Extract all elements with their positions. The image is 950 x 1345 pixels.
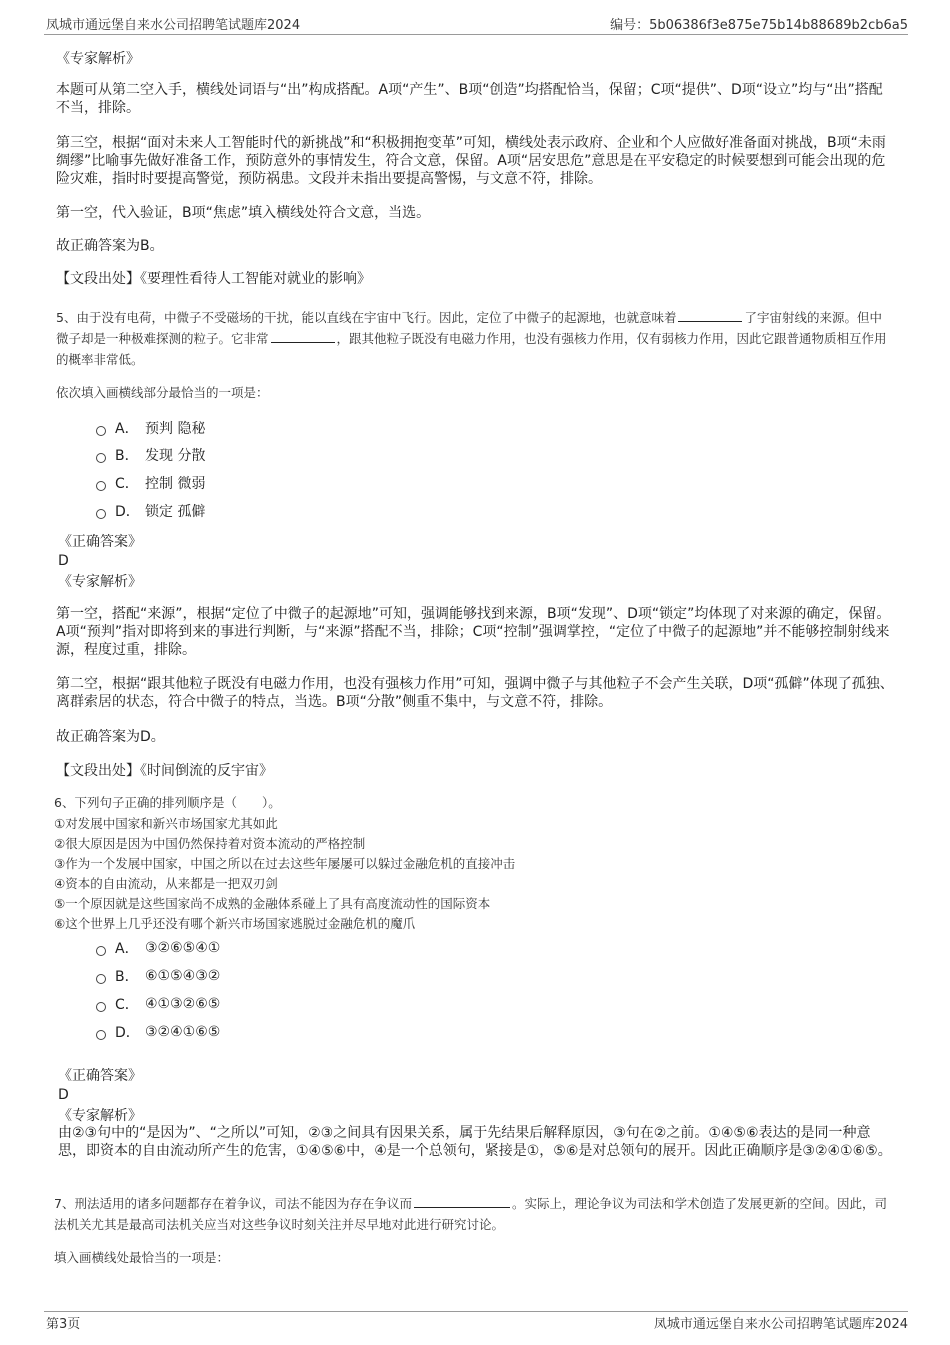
radio-icon[interactable] bbox=[96, 946, 106, 956]
q5-answer: D bbox=[58, 553, 69, 569]
radio-icon[interactable] bbox=[96, 509, 106, 519]
header-divider bbox=[44, 34, 908, 35]
radio-icon[interactable] bbox=[96, 453, 106, 463]
header-title: 凤城市通远堡自来水公司招聘笔试题库2024 bbox=[46, 18, 301, 33]
q6-expert-label: 《专家解析》 bbox=[58, 1108, 142, 1124]
fill-blank bbox=[271, 331, 335, 343]
q6-sentence-list bbox=[54, 814, 892, 934]
q6-sentence-2: ②很大原因是因为中国仍然保持着对资本流动的严格控制 bbox=[54, 836, 366, 851]
q6-sentence-3: ③作为一个发展中国家，中国之所以在过去这些年屡屡可以躲过金融危机的直接冲击 bbox=[54, 856, 516, 871]
q5-option-b[interactable]: B． 发现 分散 bbox=[96, 445, 205, 465]
question-5-prompt: 依次填入画横线部分最恰当的一项是： bbox=[56, 385, 269, 400]
q5-analysis-conclusion: 故正确答案为D。 bbox=[56, 729, 165, 745]
q6-answer: D bbox=[58, 1087, 69, 1103]
q5-analysis-paragraph-2: 第二空，根据“跟其他粒子既没有电磁力作用，也没有强核力作用”可知，强调中微子与其他粒子不会产生关联，D项“孤僻”体现了孤独、离群索居的状态，符合中微子的特点，当选。B项“分散”侧重不集中，与文意不符，排除。 bbox=[56, 676, 894, 710]
source-citation: 【文段出处】《要理性看待人工智能对就业的影响》 bbox=[56, 271, 371, 287]
radio-icon[interactable] bbox=[96, 1030, 106, 1040]
radio-icon[interactable] bbox=[96, 1002, 106, 1012]
q6-option-d[interactable]: D． ③②④①⑥⑤ bbox=[96, 1022, 220, 1042]
q5-option-d[interactable]: D． 锁定 孤僻 bbox=[96, 501, 205, 521]
q5-option-c[interactable]: C． 控制 微弱 bbox=[96, 473, 205, 493]
analysis-paragraph-2: 第三空，根据“面对未来人工智能时代的新挑战”和“积极拥抱变革”可知，横线处表示政府、企业和个人应做好准备面对挑战，B项“未雨绸缪”比喻事先做好准备工作，预防意外的事情发生，符合文意，保留。A项“居安思危”意思是在平安稳定的时候要想到可能会出现的危险灾难，指时时要提高警觉，预防祸患。文段并未指出要提高警惕，与文意不符，排除。 bbox=[56, 135, 886, 187]
fill-blank bbox=[414, 1196, 510, 1208]
q5-source-citation: 【文段出处】《时间倒流的反宇宙》 bbox=[56, 763, 273, 779]
question-7-prompt: 填入画横线处最恰当的一项是： bbox=[54, 1250, 230, 1265]
q6-sentence-1: ①对发展中国家和新兴市场国家尤其如此 bbox=[54, 816, 278, 831]
q5-expert-label: 《专家解析》 bbox=[58, 574, 142, 590]
document-number: 编号：5b06386f3e875e75b14b88689b2cb6a5 bbox=[610, 18, 908, 33]
q6-option-b[interactable]: B． ⑥①⑤④③② bbox=[96, 966, 220, 986]
q6-sentence-5: ⑤一个原因就是这些国家尚不成熟的金融体系碰上了具有高度流动性的国际资本 bbox=[54, 896, 491, 911]
question-5-stem: 5、由于没有电荷，中微子不受磁场的干扰，能以直线在宇宙中飞行。因此，定位了中微子的起源地，也就意味着 了宇宙射线的来源。但中微子却是一种极难探测的粒子。它非常 ，跟其他粒子既没有电磁力作用，也没有强核力作用，仅有弱核力作用，因此它跟普通物质相互作用的概率非常低。 bbox=[56, 310, 887, 367]
radio-icon[interactable] bbox=[96, 426, 106, 436]
expert-analysis-label: 《专家解析》 bbox=[56, 51, 140, 67]
q6-sentence-4: ④资本的自由流动，从来都是一把双刃剑 bbox=[54, 876, 278, 891]
q6-option-a[interactable]: A． ③②⑥⑤④① bbox=[96, 938, 220, 958]
q6-option-c[interactable]: C． ④①③②⑥⑤ bbox=[96, 994, 220, 1014]
radio-icon[interactable] bbox=[96, 974, 106, 984]
question-6-stem: 6、下列句子正确的排列顺序是（ ）。 bbox=[54, 795, 281, 810]
q5-option-a[interactable]: A． 预判 隐秘 bbox=[96, 418, 205, 438]
q5-analysis-paragraph-1: 第一空，搭配“来源”，根据“定位了中微子的起源地”可知，强调能够找到来源，B项“发现”、D项“锁定”均体现了对来源的确定，保留。A项“预判”指对即将到来的事进行判断，与“来源”搭配不当，排除；C项“控制”强调掌控，“定位了中微子的起源地”并不能够控制射线来源，程度过重，排除。 bbox=[56, 606, 891, 658]
q5-answer-label: 《正确答案》 bbox=[58, 534, 142, 550]
analysis-paragraph-3: 第一空，代入验证，B项“焦虑”填入横线处符合文意，当选。 bbox=[56, 205, 431, 221]
q6-sentence-6: ⑥这个世界上几乎还没有哪个新兴市场国家逃脱过金融危机的魔爪 bbox=[54, 916, 416, 931]
question-7-stem: 7、刑法适用的诸多问题都存在着争议，司法不能因为存在争议而 。实际上，理论争议为司法和学术创造了发展更新的空间。因此，司法机关尤其是最高司法机关应当对这些争议时刻关注并尽早地对此进行研究讨论。 bbox=[54, 1196, 887, 1232]
footer-title: 凤城市通远堡自来水公司招聘笔试题库2024 bbox=[653, 1317, 908, 1332]
q6-answer-label: 《正确答案》 bbox=[58, 1068, 142, 1084]
analysis-paragraph-1: 本题可从第二空入手，横线处词语与“出”构成搭配。A项“产生”、B项“创造”均搭配恰当，保留；C项“提供”、D项“设立”均与“出”搭配不当，排除。 bbox=[56, 82, 883, 116]
radio-icon[interactable] bbox=[96, 481, 106, 491]
fill-blank bbox=[678, 310, 742, 322]
footer-divider bbox=[44, 1311, 908, 1312]
analysis-conclusion: 故正确答案为B。 bbox=[56, 238, 164, 254]
q6-analysis: 由②③句中的“是因为”、“之所以”可知，②③之间具有因果关系，属于先结果后解释原因，③句在②之前。①④⑤⑥表达的是同一种意思，即资本的自由流动所产生的危害，①④⑤⑥中，④是一个总领句，紧接是①，⑤⑥是对总领句的展开。因此正确顺序是③②④①⑥⑤。 bbox=[58, 1125, 892, 1159]
page-number: 第3页 bbox=[46, 1317, 81, 1332]
